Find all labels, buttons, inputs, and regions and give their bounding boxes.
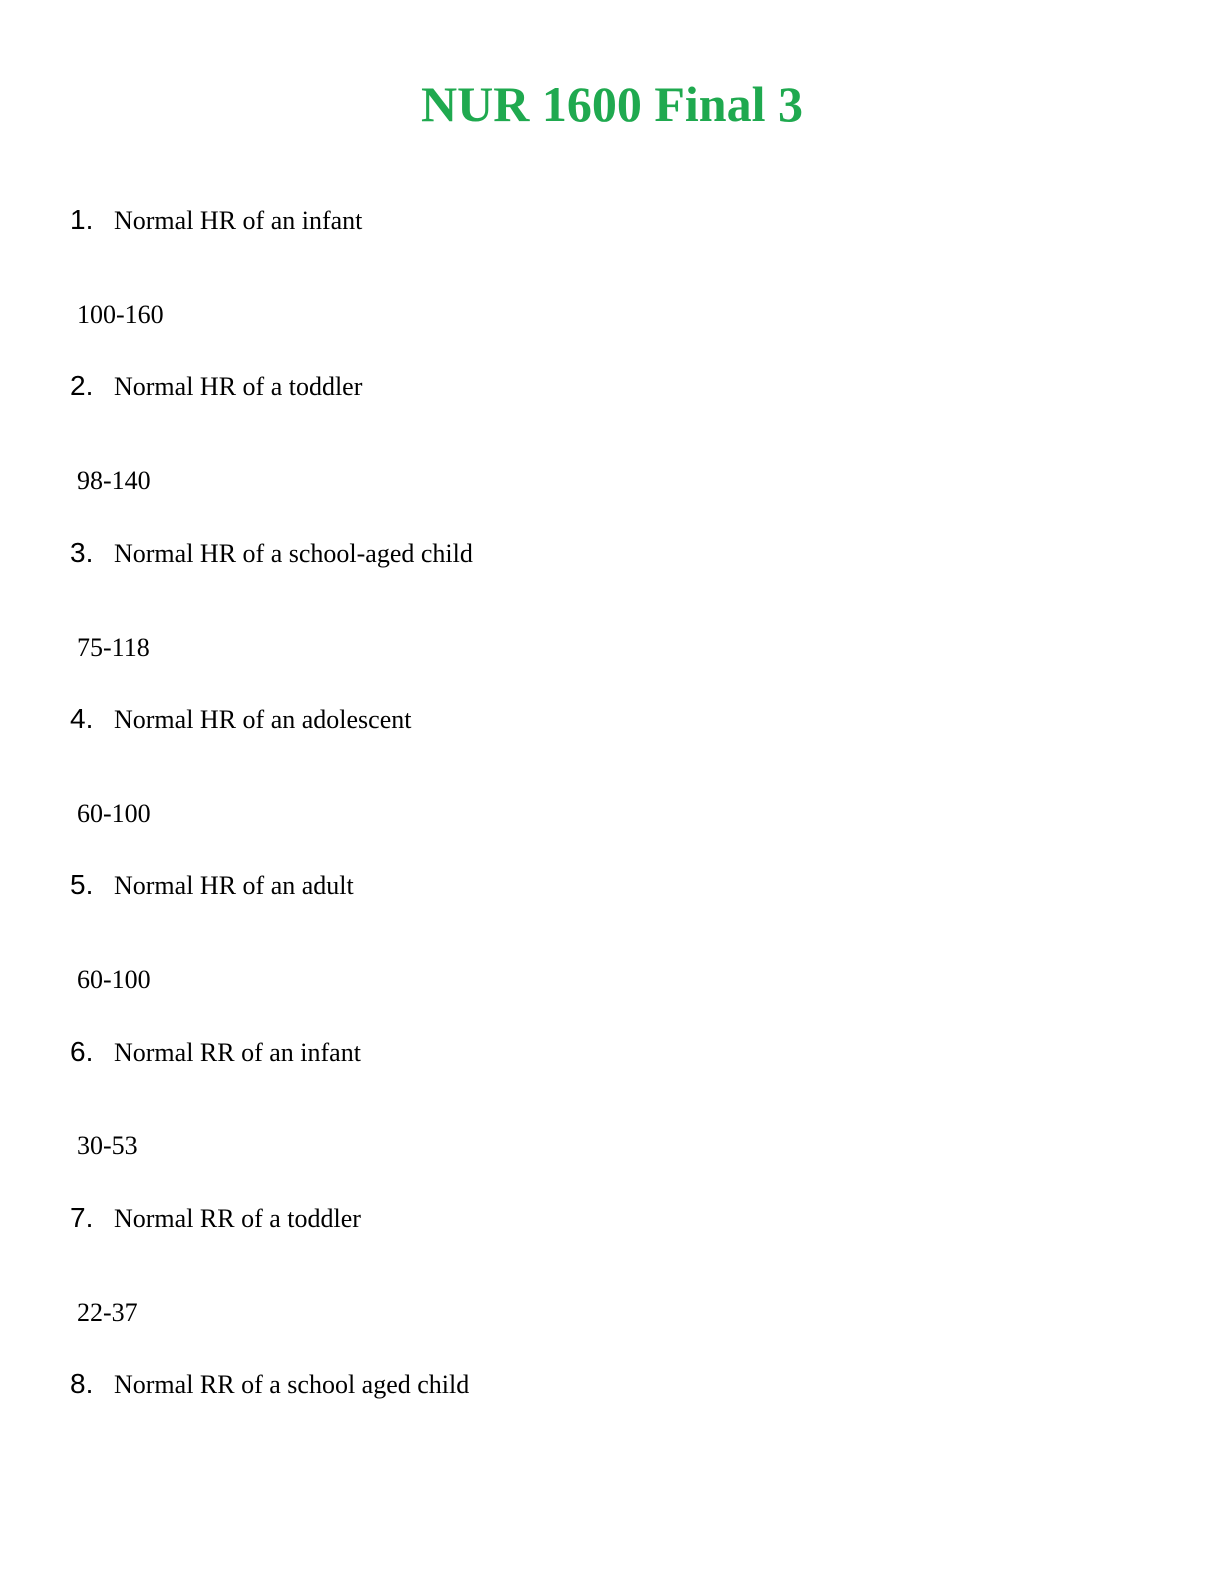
answer-4: 60-100: [77, 799, 151, 828]
question-number: 5.: [70, 869, 94, 900]
answer-2: 98-140: [77, 466, 151, 495]
question-number: 2.: [70, 370, 94, 401]
question-text: Normal HR of a toddler: [114, 372, 363, 401]
question-4: [70, 703, 411, 739]
question-number: 8.: [70, 1368, 94, 1399]
question-text: Normal HR of a school-aged child: [114, 539, 473, 568]
answer-5: 60-100: [77, 965, 151, 994]
question-7: [70, 1202, 361, 1238]
question-1: [70, 204, 362, 240]
question-8: [70, 1368, 469, 1404]
question-text: Normal RR of an infant: [114, 1038, 361, 1067]
question-6: [70, 1036, 361, 1072]
answer-1: 100-160: [77, 300, 164, 329]
question-number: 1.: [70, 204, 94, 235]
question-number: 7.: [70, 1202, 94, 1233]
question-number: 3.: [70, 537, 94, 568]
question-2: [70, 370, 362, 406]
answer-6: 30-53: [77, 1131, 138, 1160]
question-text: Normal RR of a school aged child: [114, 1370, 470, 1399]
question-text: Normal RR of a toddler: [114, 1204, 361, 1233]
answer-3: 75-118: [77, 633, 150, 662]
question-number: 4.: [70, 703, 94, 734]
answer-7: 22-37: [77, 1298, 138, 1327]
question-number: 6.: [70, 1036, 94, 1067]
question-5: [70, 869, 354, 905]
question-text: Normal HR of an adult: [114, 871, 354, 900]
question-text: Normal HR of an infant: [114, 206, 363, 235]
question-text: Normal HR of an adolescent: [114, 705, 412, 734]
question-3: [70, 537, 473, 573]
page-title: NUR 1600 Final 3: [421, 76, 803, 132]
